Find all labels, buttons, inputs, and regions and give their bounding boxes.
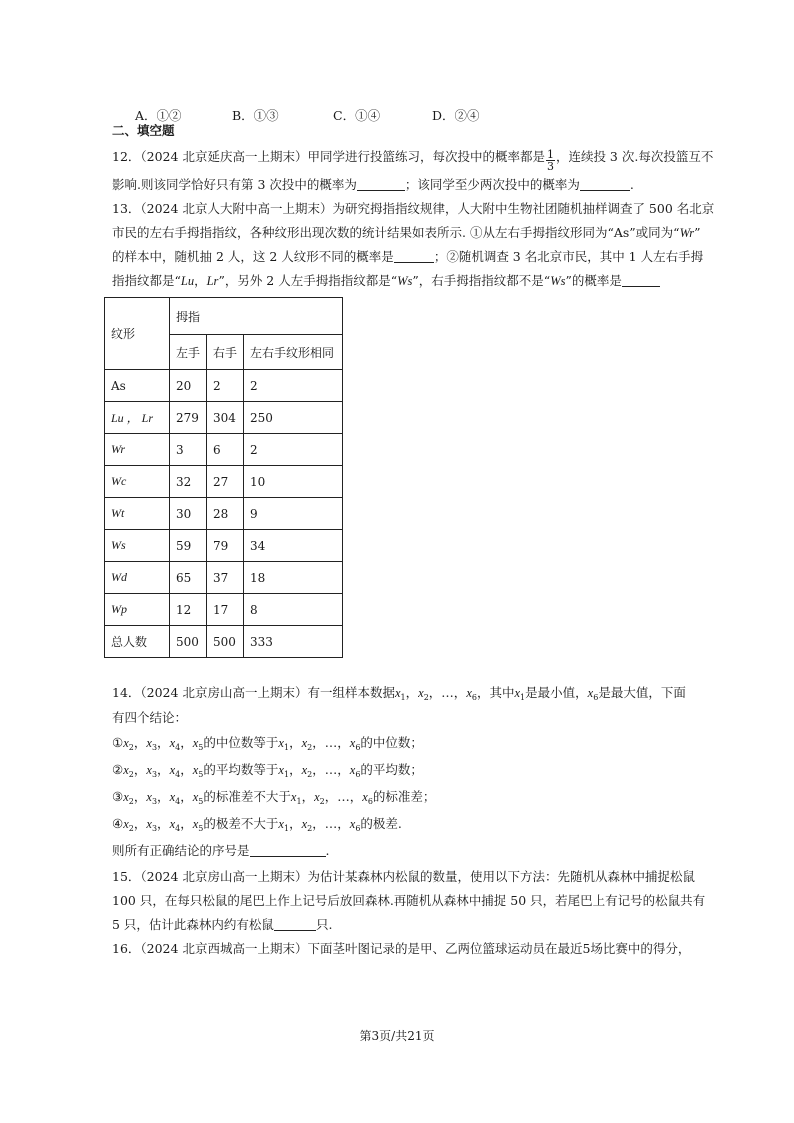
cell-right: 17	[207, 594, 244, 626]
var-x: x	[123, 790, 129, 804]
q12-text-c: 影响.则该同学恰好只有第 3 次投中的概率为	[112, 177, 357, 192]
q13-text-h: ”的概率是	[565, 273, 622, 288]
var-x: x	[192, 790, 199, 804]
q14-conclusion-2	[112, 762, 423, 783]
q14-line1	[112, 685, 686, 706]
ellipsis: …	[324, 816, 338, 831]
q13-var-lr: Lr	[206, 274, 219, 288]
cell-right: 27	[207, 466, 244, 498]
choice-a: A．①②	[135, 108, 182, 123]
header-same: 左右手纹形相同	[244, 335, 343, 370]
text: 的极差不大于	[203, 816, 279, 831]
table-row	[105, 370, 343, 402]
sep: ，	[453, 685, 467, 700]
row-label: 总人数	[105, 626, 170, 658]
sep: ，	[157, 789, 170, 804]
sub: 3	[151, 770, 158, 779]
sep: ，	[337, 816, 350, 831]
sep: ，	[180, 816, 193, 831]
header-thumb: 拇指	[170, 298, 343, 335]
cell-left: 32	[170, 466, 207, 498]
ellipsis: …	[441, 685, 454, 700]
q12-line2	[112, 177, 634, 193]
sep: ，	[157, 816, 170, 831]
q15-line1: 15．（2024 北京房山高一上期末）为估计某森林内松鼠的数量，使用以下方法：先随机从森林中捕捉松鼠	[112, 869, 695, 884]
sub: 1	[283, 743, 290, 752]
text: 的标准差不大于	[203, 789, 291, 804]
sep: ，	[337, 762, 350, 777]
var-x: x	[587, 686, 594, 700]
text: 的中位数；	[360, 735, 423, 750]
q13-text-f: ”，另外 2 人左手拇指指纹都是“	[218, 273, 398, 288]
var-x: x	[349, 736, 356, 750]
q13-line2	[112, 225, 701, 241]
sep: ，	[133, 735, 147, 750]
mark: ④	[112, 816, 124, 831]
sub: 6	[355, 743, 361, 752]
q12-text-d: ；该同学至少两次投中的概率为	[404, 177, 580, 192]
q13-var-ws-1: Ws	[397, 274, 413, 288]
cell-right: 6	[207, 434, 244, 466]
q14-answer-blank[interactable]	[250, 844, 326, 857]
text: 的极差.	[360, 816, 402, 831]
choice-b: B．①③	[232, 108, 279, 123]
q12-answer-blank-1[interactable]	[357, 178, 405, 191]
q12-fraction	[546, 149, 555, 172]
cell-same: 2	[244, 370, 343, 402]
q12-frac-den: 3	[546, 160, 554, 173]
sub: 4	[175, 743, 181, 752]
q13-answer-blank-2[interactable]	[622, 274, 660, 287]
choice-c: C．①④	[333, 108, 381, 123]
q13-text-g: ”，右手拇指指纹都不是“	[412, 273, 551, 288]
cell-left: 30	[170, 498, 207, 530]
var-x: x	[349, 817, 356, 831]
q13-text-d: ；②随机调查 3 名北京市民，其中 1 人左右手拇	[433, 249, 704, 264]
var-x: x	[169, 763, 176, 777]
var-x: x	[514, 686, 521, 700]
sub: 2	[307, 743, 313, 752]
q15-answer-blank[interactable]	[274, 918, 316, 931]
sub: 1	[400, 693, 406, 702]
row-label: Lu ， Lr	[105, 402, 170, 434]
sub: 4	[175, 770, 181, 779]
q13-text-c: 的样本中，随机抽 2 人，这 2 人纹形不同的概率是	[112, 249, 394, 264]
q13-var-ws-2: Ws	[550, 274, 566, 288]
sep: ，	[180, 789, 193, 804]
var-x: x	[278, 817, 284, 831]
cell-same: 2	[244, 434, 343, 466]
var-x: x	[362, 790, 368, 804]
q13-text-e: 指指纹都是“	[112, 273, 181, 288]
cell-left: 12	[170, 594, 207, 626]
var-x: x	[169, 817, 176, 831]
q13-line4	[112, 273, 660, 289]
cell-same: 333	[244, 626, 343, 658]
var-x: x	[314, 790, 320, 804]
var-x: x	[123, 763, 129, 777]
sep: ，	[157, 735, 170, 750]
cell-right: 304	[207, 402, 244, 434]
cell-left: 3	[170, 434, 207, 466]
q12-line1	[112, 149, 713, 172]
sub: 2	[128, 797, 134, 806]
ellipsis: …	[324, 762, 338, 777]
table-row	[105, 402, 343, 434]
sub: 1	[520, 693, 526, 702]
sep: ，	[312, 762, 325, 777]
page-footer: 第3页/共21页	[359, 1029, 435, 1043]
sub: 6	[355, 770, 361, 779]
sub: 6	[471, 693, 477, 702]
table-row	[105, 434, 343, 466]
ellipsis: …	[337, 789, 350, 804]
table-row	[105, 530, 343, 562]
var-x: x	[349, 763, 356, 777]
table-row	[105, 498, 343, 530]
mark: ②	[112, 762, 124, 777]
cell-left: 279	[170, 402, 207, 434]
var-x: x	[123, 736, 129, 750]
q15-line2: 100 只，在每只松鼠的尾巴上作上记号后放回森林.再随机从森林中捕捉 50 只，若尾巴上有记号的松鼠共有	[112, 893, 706, 908]
q14-text-a: 14．（2024 北京房山高一上期末）有一组样本数据	[112, 685, 395, 700]
sub: 1	[296, 797, 302, 806]
q13-line1: 13．（2024 北京人大附中高一上期末）为研究拇指指纹规律，人大附中生物社团随机抽样调查了 500 名北京	[112, 201, 715, 216]
table-row	[105, 626, 343, 658]
choice-d: D．②④	[432, 108, 480, 123]
var-x: x	[301, 763, 308, 777]
sep: ，	[133, 789, 147, 804]
q14-answer-line	[112, 843, 330, 859]
text: 的平均数等于	[203, 762, 279, 777]
q12-text-a: 12．（2024 北京延庆高一上期末）甲同学进行投篮练习，每次投中的概率都是	[112, 149, 545, 164]
sep: ，	[349, 789, 363, 804]
cell-left: 500	[170, 626, 207, 658]
row-label: Wd	[105, 562, 170, 594]
var-x: x	[169, 790, 176, 804]
row-label: As	[105, 370, 170, 402]
q13-sep: ，	[194, 273, 207, 288]
text: 的标准差；	[372, 789, 436, 804]
sep: ，	[157, 762, 170, 777]
sep: ，	[180, 762, 193, 777]
text: 的平均数；	[360, 762, 423, 777]
row-label: Ws	[105, 530, 170, 562]
sep: ，	[133, 762, 147, 777]
cell-right: 79	[207, 530, 244, 562]
sub: 2	[128, 824, 134, 833]
row-label: Wp	[105, 594, 170, 626]
sub: 2	[423, 693, 429, 702]
cell-same: 10	[244, 466, 343, 498]
sep: ，	[405, 685, 419, 700]
fingerprint-table	[104, 297, 343, 658]
q13-answer-blank-1[interactable]	[394, 250, 434, 263]
row-label: Wr	[105, 434, 170, 466]
sub: 3	[151, 743, 158, 752]
q13-text-a: 市民的左右手拇指指纹，各种纹形出现次数的统计结果如表所示. ①从左右手拇指纹形同为“As”或同为“	[112, 225, 680, 240]
var-x: x	[192, 763, 199, 777]
sub: 6	[367, 797, 373, 806]
mark: ①	[112, 735, 124, 750]
var-x: x	[394, 686, 401, 700]
var-x: x	[192, 817, 199, 831]
sub: 5	[198, 770, 204, 779]
cell-right: 28	[207, 498, 244, 530]
table-row	[105, 562, 343, 594]
q14-text-c: 是最小值，	[525, 685, 588, 700]
q14-line2: 有四个结论：	[112, 710, 188, 725]
q12-text-b: ，连续投 3 次.每次投篮互不	[555, 149, 714, 164]
sub: 3	[151, 797, 158, 806]
q12-text-e: .	[629, 177, 634, 192]
q16-line1: 16．（2024 北京西城高一上期末）下面茎叶图记录的是甲、乙两位篮球运动员在最近5场比赛中的得分，	[112, 941, 691, 956]
sub: 4	[175, 797, 181, 806]
q14-conclusion-3	[112, 789, 435, 810]
q14-answer-prompt: 则所有正确结论的序号是	[112, 843, 250, 858]
var-x: x	[192, 736, 199, 750]
cell-same: 9	[244, 498, 343, 530]
header-right: 右手	[207, 335, 244, 370]
q15-line3	[112, 917, 332, 933]
q15-text-a: 5 只，估计此森林内约有松鼠	[112, 917, 274, 932]
text: 的中位数等于	[203, 735, 279, 750]
var-x: x	[278, 763, 284, 777]
var-x: x	[123, 817, 129, 831]
q14-conclusion-4	[112, 816, 402, 837]
sep: ，	[312, 816, 325, 831]
table-row	[105, 466, 343, 498]
sep: ，	[301, 789, 315, 804]
sub: 1	[283, 770, 290, 779]
sub: 5	[198, 824, 204, 833]
header-left: 左手	[170, 335, 207, 370]
cell-left: 65	[170, 562, 207, 594]
q15-text-b: 只.	[315, 917, 333, 932]
sep: ，	[428, 685, 442, 700]
sep: ，	[180, 735, 193, 750]
sub: 2	[307, 824, 313, 833]
sub: 5	[198, 743, 204, 752]
sub: 6	[355, 824, 361, 833]
sep: ，	[133, 816, 147, 831]
var-x: x	[290, 790, 297, 804]
sub: 4	[175, 824, 181, 833]
sub: 1	[283, 824, 290, 833]
q14-text-d: 是最大值，下面	[598, 685, 686, 700]
sep: ，	[289, 816, 302, 831]
sub: 6	[593, 693, 599, 702]
sep: ，	[289, 762, 302, 777]
var-x: x	[301, 736, 308, 750]
var-x: x	[278, 736, 284, 750]
var-x: x	[146, 790, 152, 804]
row-label: Wt	[105, 498, 170, 530]
q12-frac-num: 1	[546, 148, 554, 161]
sep: ，	[289, 735, 302, 750]
sub: 5	[198, 797, 204, 806]
cell-left: 20	[170, 370, 207, 402]
cell-left: 59	[170, 530, 207, 562]
var-x: x	[146, 736, 152, 750]
cell-right: 37	[207, 562, 244, 594]
q13-var-lu: Lu	[180, 274, 195, 288]
sub: 2	[128, 770, 134, 779]
q14-answer-end: .	[325, 843, 330, 858]
q14-conclusion-1	[112, 735, 423, 756]
var-x: x	[301, 817, 308, 831]
row-label: Wc	[105, 466, 170, 498]
sub: 2	[319, 797, 325, 806]
cell-same: 18	[244, 562, 343, 594]
section-heading: 二、填空题	[112, 123, 175, 138]
var-x: x	[169, 736, 176, 750]
q13-line3	[112, 249, 703, 265]
var-x: x	[146, 817, 152, 831]
cell-same: 34	[244, 530, 343, 562]
header-pattern: 纹形	[105, 298, 170, 370]
cell-same: 250	[244, 402, 343, 434]
var-x: x	[418, 686, 424, 700]
q13-var-wr: Wr	[679, 226, 695, 240]
cell-right: 500	[207, 626, 244, 658]
var-x: x	[146, 763, 152, 777]
cell-same: 8	[244, 594, 343, 626]
sep: ，	[324, 789, 338, 804]
sub: 3	[151, 824, 158, 833]
var-x: x	[466, 686, 472, 700]
cell-right: 2	[207, 370, 244, 402]
sep: ，	[337, 735, 350, 750]
sub: 2	[128, 743, 134, 752]
q13-text-b: ”	[694, 225, 701, 240]
q12-answer-blank-2[interactable]	[580, 178, 630, 191]
ellipsis: …	[324, 735, 338, 750]
mark: ③	[112, 789, 124, 804]
q14-text-b: ，其中	[476, 685, 515, 700]
table-row	[105, 594, 343, 626]
sep: ，	[312, 735, 325, 750]
sub: 2	[307, 770, 313, 779]
